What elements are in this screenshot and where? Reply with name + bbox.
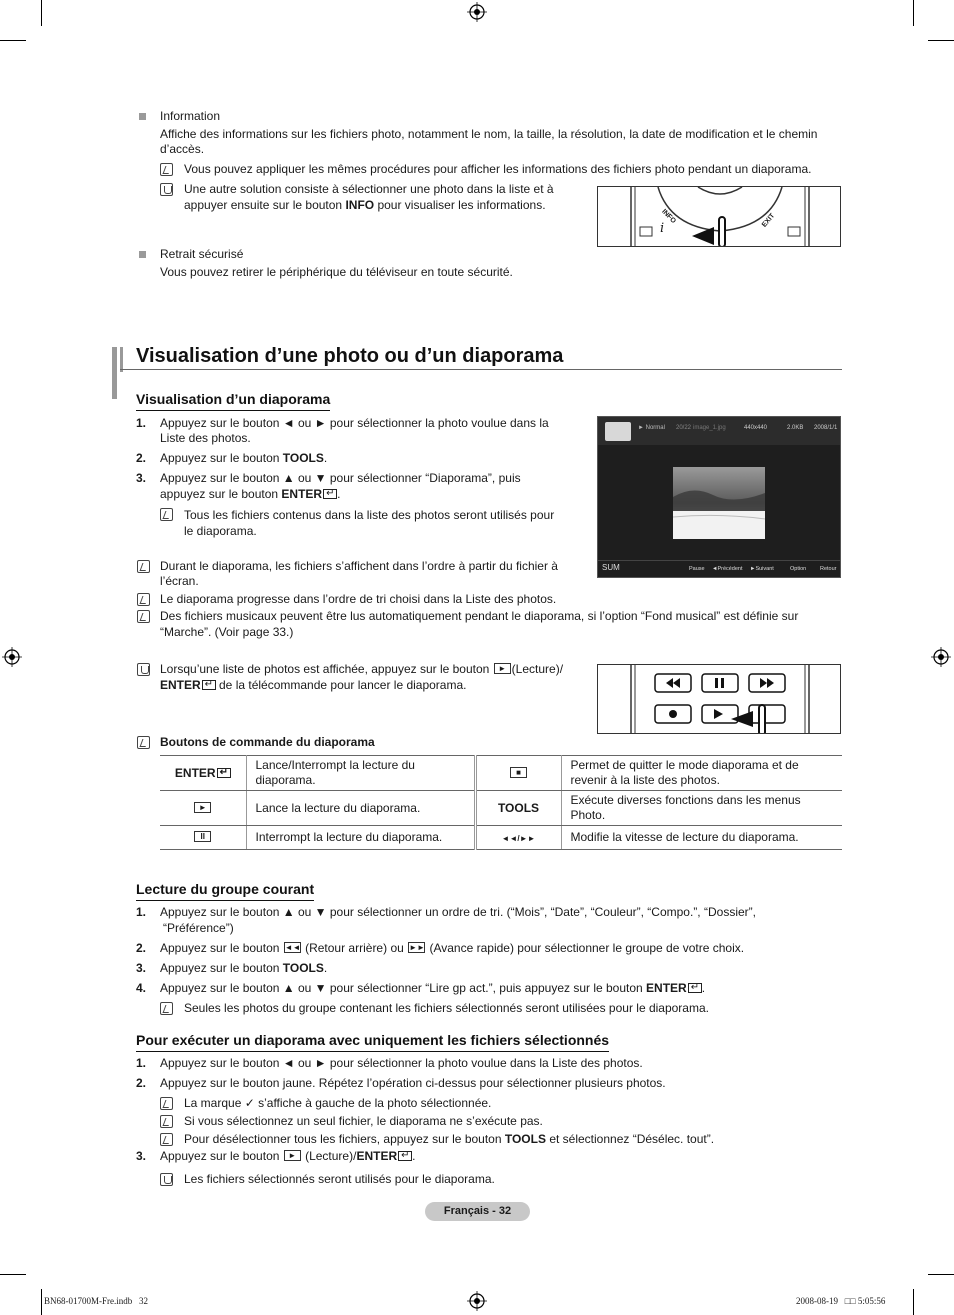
screen-option: Option: [790, 566, 807, 572]
screen-size: 2.0KB: [787, 425, 804, 431]
footer-file: BN68-01700M-Fre.indb 32: [44, 1296, 148, 1306]
sub2-step4: Appuyez sur le bouton ▲ ou ▼ pour sélectionner “Lire gp act.”, puis appuyez sur le bouton ENTER↵ .: [160, 981, 705, 997]
command-table: [160, 755, 842, 850]
sub1-tip-line2: ENTER↵ de la télécommande pour lancer le diaporama.: [160, 678, 466, 694]
note-icon: [160, 508, 173, 521]
info-body: Affiche des informations sur les fichiers photo, notamment le nom, la taille, la résolution, la date de modification et le chemin: [160, 127, 818, 141]
step-number: 2.: [136, 941, 147, 955]
play-button-icon: ►: [194, 802, 211, 813]
info-body-line2: d’accès.: [160, 142, 205, 156]
stop-button-icon: ■: [510, 767, 527, 778]
sub1-step3-line1: Appuyez sur le bouton ▲ ou ▼ pour sélectionner “Diaporama”, puis: [160, 471, 521, 485]
page-number-badge: Français - 32: [425, 1202, 530, 1221]
sub1-step3-note-line1: Tous les fichiers contenus dans la liste des photos seront utilisés pour: [184, 508, 555, 522]
tip-icon: [137, 663, 150, 676]
table-row: [160, 791, 842, 826]
table-desc: Interrompt la lecture du diaporama.: [246, 826, 475, 850]
screen-pause: Pause: [689, 566, 705, 572]
enter-icon: [688, 983, 702, 993]
sub2-step1-line1: Appuyez sur le bouton ▲ ou ▼ pour sélectionner un ordre de tri. (“Mois”, “Date”, “Couleur”, “Compo.”, “Dossier”,: [160, 905, 756, 919]
table-desc: Exécute diverses fonctions dans les menus Photo.: [561, 791, 842, 826]
table-key: TOOLS: [475, 791, 561, 826]
heading-bar: [112, 347, 117, 399]
table-key: ENTER↵: [160, 756, 246, 791]
screen-retour: Retour: [820, 566, 837, 572]
bullet-square-icon: [139, 113, 146, 120]
enter-icon: [217, 768, 231, 778]
sub3-step3: Appuyez sur le bouton ► (Lecture)/ENTER↵ .: [160, 1149, 415, 1165]
table-key: [160, 826, 246, 850]
step-number: 1.: [136, 416, 147, 430]
sub1-step3-note-line2: le diaporama.: [184, 524, 257, 538]
step-number: 1.: [136, 1056, 147, 1070]
remote-playback-illustration: [597, 664, 841, 734]
sub3-note3: Pour désélectionner tous les fichiers, appuyez sur le bouton TOOLS et sélectionnez “Désélec. tout”.: [184, 1132, 715, 1146]
crop-mark: [913, 0, 914, 26]
table-row: [160, 826, 842, 850]
play-button-icon: ►: [494, 663, 511, 674]
sub1-note-c-line2: “Marche”. (Voir page 33.): [160, 625, 294, 639]
screen-resolution: 440x440: [744, 425, 768, 431]
screen-date: 2008/1/1: [814, 425, 838, 431]
table-caption: Boutons de commande du diaporama: [160, 735, 375, 749]
screen-filename: image_1.jpg: [693, 425, 726, 431]
sub1-tip-line1: Lorsqu’une liste de photos est affichée, appuyez sur le bouton ► (Lecture)/: [160, 662, 564, 676]
step-number: 3.: [136, 961, 147, 975]
sub3-note2: Si vous sélectionnez un seul fichier, le diaporama ne s’exécute pas.: [184, 1114, 543, 1128]
sub1-step1-line2: Liste des photos.: [160, 431, 251, 445]
play-button-icon: ►: [284, 1150, 301, 1161]
tip-icon: [160, 1173, 173, 1186]
registration-mark-icon: [931, 647, 951, 667]
screen-next: ►Suivant: [750, 566, 774, 572]
sub2-step4-note: Seules les photos du groupe contenant les fichiers sélectionnés seront utilisées pour le diaporama.: [184, 1001, 709, 1015]
sub2-step3: Appuyez sur le bouton TOOLS.: [160, 961, 328, 975]
remote-i-glyph: i: [660, 221, 665, 236]
remote-exit-label: EXIT: [760, 212, 777, 229]
crop-mark: [928, 40, 954, 41]
crop-mark: [0, 1274, 26, 1275]
note-icon: [160, 163, 173, 176]
remote-info-illustration: [597, 186, 841, 247]
info-title: Information: [160, 109, 221, 123]
crop-mark: [0, 40, 26, 41]
crop-mark: [41, 0, 42, 26]
sub2-title: Lecture du groupe courant: [136, 881, 314, 901]
screen-device: SUM: [602, 563, 620, 572]
note-icon: [137, 610, 150, 623]
footer-timestamp: 2008-08-19 □□ 5:05:56: [796, 1296, 886, 1306]
step-number: 2.: [136, 451, 147, 465]
sub3-note1: La marque ✓ s’affiche à gauche de la photo sélectionnée.: [184, 1096, 492, 1110]
crop-mark: [41, 1289, 42, 1315]
sub1-note-a-line2: l’écran.: [160, 574, 199, 588]
rewind-button-icon: ◄◄: [284, 943, 301, 952]
table-key: [475, 756, 561, 791]
crop-mark: [928, 1274, 954, 1275]
sub1-step3-line2: appuyez sur le bouton ENTER↵ .: [160, 487, 340, 503]
screen-counter: 20/22: [676, 425, 692, 431]
note-icon: [160, 1133, 173, 1146]
retrait-title: Retrait sécurisé: [160, 247, 244, 261]
note-icon: [160, 1115, 173, 1128]
folder-icon: [605, 422, 631, 441]
pause-button-icon: II: [194, 831, 211, 842]
bullet-square-icon: [139, 251, 146, 258]
remote-info-label: INFO: [660, 208, 677, 225]
registration-mark-icon: [467, 1291, 487, 1311]
step-number: 1.: [136, 905, 147, 919]
remote-playback-drawing: [598, 665, 841, 734]
slideshow-screen-illustration: [597, 416, 841, 578]
sub3-tip: Les fichiers sélectionnés seront utilisés pour le diaporama.: [184, 1172, 495, 1186]
table-row: [160, 756, 842, 791]
note-icon: [137, 736, 150, 749]
note-icon: [160, 1097, 173, 1110]
sub1-step2: Appuyez sur le bouton TOOLS.: [160, 451, 328, 465]
screen-prev: ◄Précédent: [712, 566, 743, 572]
fast-forward-button-icon: ►►: [409, 943, 425, 952]
enter-icon: [202, 680, 216, 690]
step-number: 3.: [136, 1149, 147, 1163]
registration-mark-icon: [2, 647, 22, 667]
note-icon: [160, 1002, 173, 1015]
crop-mark: [913, 1289, 914, 1315]
enter-icon: [398, 1151, 412, 1161]
info-tip-line2: appuyer ensuite sur le bouton INFO pour visualiser les informations.: [184, 198, 546, 212]
note-icon: [137, 560, 150, 573]
enter-icon: [323, 489, 337, 499]
step-number: 2.: [136, 1076, 147, 1090]
table-desc: Permet de quitter le mode diaporama et de revenir à la liste des photos.: [561, 756, 842, 791]
table-desc: Modifie la vitesse de lecture du diaporama.: [561, 826, 842, 850]
sub1-title: Visualisation d’un diaporama: [136, 391, 330, 411]
main-heading: Visualisation d’une photo ou d’un diaporama: [136, 345, 564, 367]
retrait-body: Vous pouvez retirer le périphérique du téléviseur en toute sécurité.: [160, 265, 513, 279]
heading-rule: [120, 369, 842, 370]
sub3-step2: Appuyez sur le bouton jaune. Répétez l’opération ci-dessus pour sélectionner plusieurs photos.: [160, 1076, 666, 1090]
sub2-step1-line2: “Préférence”): [163, 921, 234, 935]
note-icon: [137, 593, 150, 606]
remote-info-drawing: [598, 187, 841, 247]
sub3-step1: Appuyez sur le bouton ◄ ou ► pour sélectionner la photo voulue dans la Liste des photos.: [160, 1056, 643, 1070]
checkmark-icon: ✓: [244, 1096, 255, 1110]
tip-icon: [160, 183, 173, 196]
sub1-note-c-line1: Des fichiers musicaux peuvent être lus automatiquement pendant le diaporama, si l’option “Fond musical” est définie sur: [160, 609, 799, 623]
table-key: [160, 791, 246, 826]
screen-bottombar: [598, 560, 840, 561]
sub3-title: Pour exécuter un diaporama avec uniquement les fichiers sélectionnés: [136, 1032, 609, 1052]
info-note: Vous pouvez appliquer les mêmes procédures pour afficher les informations des fichiers photo pendant un diaporama.: [184, 162, 812, 176]
table-desc: Lance la lecture du diaporama.: [246, 791, 475, 826]
registration-mark-icon: [467, 2, 487, 22]
step-number: 4.: [136, 981, 147, 995]
screen-photo: [673, 467, 765, 539]
sub1-note-b: Le diaporama progresse dans l’ordre de tri choisi dans la Liste des photos.: [160, 592, 557, 606]
screen-mode: ► Normal: [638, 425, 665, 431]
step-number: 3.: [136, 471, 147, 485]
sub2-step2: Appuyez sur le bouton ◄◄ (Retour arrière) ou ►► (Avance rapide) pour sélectionner le groupe de votre choix.: [160, 941, 745, 955]
sub1-step1-line1: Appuyez sur le bouton ◄ ou ► pour sélectionner la photo voulue dans la: [160, 416, 549, 430]
table-desc: Lance/Interrompt la lecture du diaporama.: [246, 756, 475, 791]
rewind-ff-icons: ◄◄/►►: [501, 833, 536, 843]
table-key: [475, 826, 561, 850]
sub1-note-a-line1: Durant le diaporama, les fichiers s’affichent dans l’ordre à partir du fichier à: [160, 559, 558, 573]
info-tip-line1: Une autre solution consiste à sélectionner une photo dans la liste et à: [184, 182, 554, 196]
